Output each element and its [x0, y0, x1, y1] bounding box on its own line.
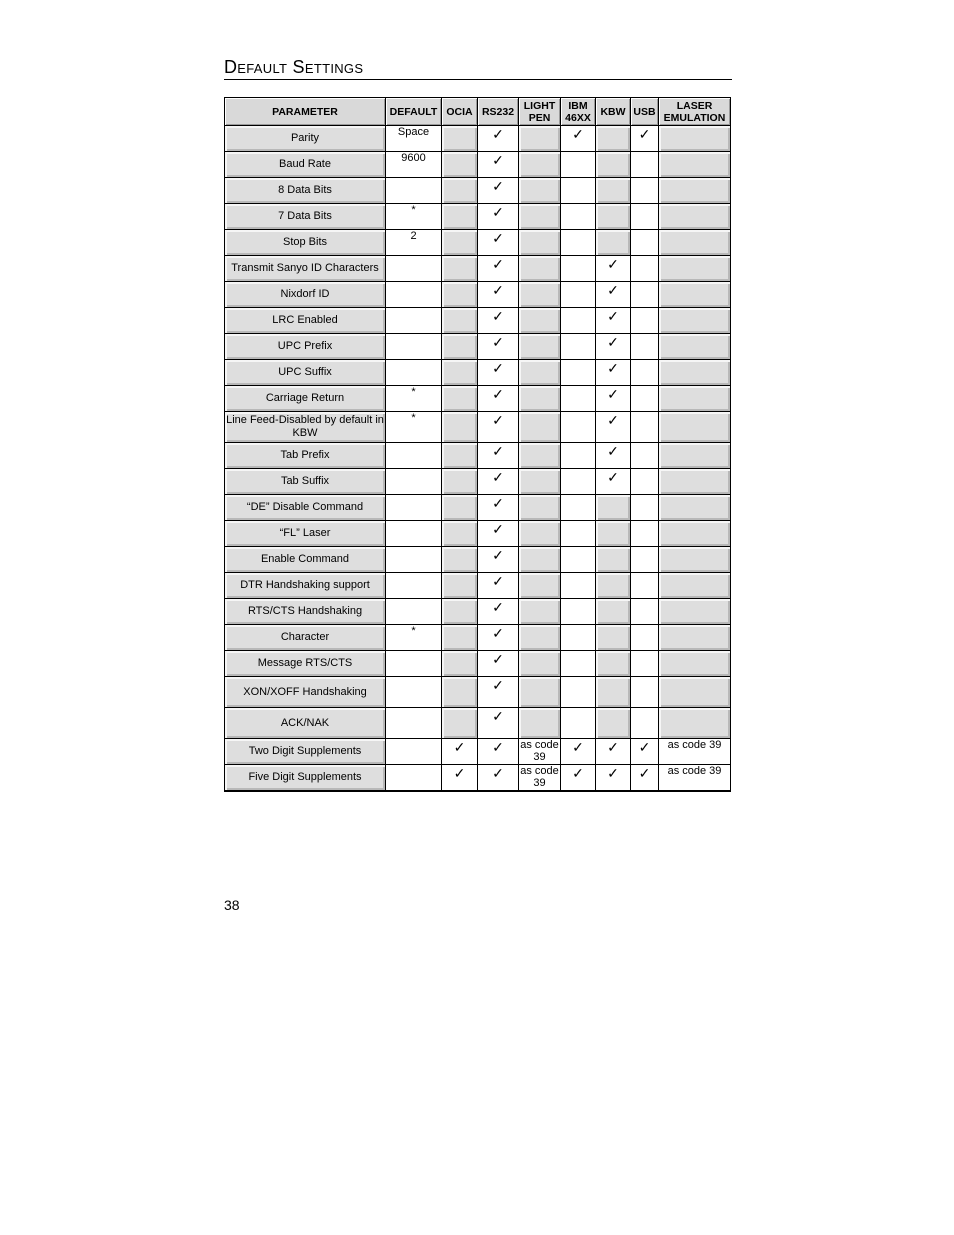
value-cell: [631, 360, 659, 386]
table-row: [225, 360, 731, 386]
check-icon: ✓: [478, 677, 519, 708]
default-cell: [386, 521, 442, 547]
check-icon: ✓: [478, 443, 519, 469]
value-cell: [442, 178, 478, 204]
check-icon: ✓: [561, 126, 596, 152]
parameter-cell: Tab Prefix: [225, 443, 386, 469]
value-cell: [631, 204, 659, 230]
value-cell: [561, 152, 596, 178]
value-cell: [442, 152, 478, 178]
table-header-row: [225, 98, 731, 126]
value-cell: [442, 708, 478, 739]
value-cell: as code 39: [659, 739, 731, 765]
check-icon: ✓: [596, 469, 631, 495]
table-row: [225, 334, 731, 360]
value-cell: as code 39: [520, 739, 559, 763]
value-cell: [596, 521, 631, 547]
value-cell: [519, 708, 561, 739]
value-cell: [561, 599, 596, 625]
value-cell: [442, 469, 478, 495]
parameter-cell: Enable Command: [225, 547, 386, 573]
check-icon: ✓: [478, 739, 519, 765]
value-cell: [659, 256, 731, 282]
default-cell: [386, 599, 442, 625]
value-cell: [659, 308, 731, 334]
value-cell: [596, 573, 631, 599]
check-icon: ✓: [596, 739, 631, 765]
check-icon: ✓: [478, 547, 519, 573]
value-cell: [561, 334, 596, 360]
value-cell: [631, 443, 659, 469]
value-cell: [561, 308, 596, 334]
parameter-cell: Transmit Sanyo ID Characters: [225, 256, 386, 282]
table-row: [225, 386, 731, 412]
check-icon: ✓: [478, 495, 519, 521]
value-cell: [442, 412, 478, 443]
value-cell: [561, 256, 596, 282]
check-icon: ✓: [596, 256, 631, 282]
value-cell: [596, 547, 631, 573]
parameter-cell: Line Feed-Disabled by default in KBW: [225, 412, 386, 443]
table-row: [225, 651, 731, 677]
value-cell: [659, 599, 731, 625]
value-cell: [596, 495, 631, 521]
page-title: Default Settings: [224, 56, 732, 80]
value-cell: [519, 230, 561, 256]
value-cell: [659, 521, 731, 547]
value-cell: [519, 256, 561, 282]
value-cell: [519, 126, 561, 152]
value-cell: [561, 282, 596, 308]
value-cell: [442, 495, 478, 521]
check-icon: ✓: [478, 152, 519, 178]
table-row: [225, 708, 731, 739]
column-header: USB: [631, 98, 659, 126]
value-cell: [631, 178, 659, 204]
parameter-cell: Stop Bits: [225, 230, 386, 256]
table-row: [225, 230, 731, 256]
default-cell: [386, 308, 442, 334]
table-row: [225, 599, 731, 625]
parameter-cell: LRC Enabled: [225, 308, 386, 334]
default-cell: [386, 256, 442, 282]
parameter-cell: Two Digit Supplements: [225, 739, 386, 765]
value-cell: [659, 547, 731, 573]
value-cell: [519, 334, 561, 360]
value-cell: [442, 547, 478, 573]
parameter-cell: UPC Suffix: [225, 360, 386, 386]
value-cell: [596, 708, 631, 739]
parameter-cell: Parity: [225, 126, 386, 152]
value-cell: [561, 708, 596, 739]
value-cell: [519, 360, 561, 386]
default-cell: *: [386, 204, 442, 230]
parameter-cell: Carriage Return: [225, 386, 386, 412]
check-icon: ✓: [478, 386, 519, 412]
value-cell: [519, 412, 561, 443]
column-header: LASER EMULATION: [659, 98, 731, 126]
default-cell: [386, 547, 442, 573]
table-row: [225, 521, 731, 547]
value-cell: [442, 126, 478, 152]
parameter-cell: 7 Data Bits: [225, 204, 386, 230]
value-cell: [561, 521, 596, 547]
table-row: [225, 739, 731, 765]
check-icon: ✓: [478, 412, 519, 443]
check-icon: ✓: [631, 126, 659, 152]
default-cell: [386, 677, 442, 708]
parameter-cell: ACK/NAK: [225, 708, 386, 739]
check-icon: ✓: [478, 282, 519, 308]
default-cell: [386, 708, 442, 739]
table-row: [225, 412, 731, 443]
value-cell: [442, 599, 478, 625]
column-header: RS232: [478, 98, 519, 126]
table-body: [225, 126, 731, 792]
check-icon: ✓: [478, 360, 519, 386]
value-cell: [631, 599, 659, 625]
table-row: [225, 469, 731, 495]
parameter-cell: Tab Suffix: [225, 469, 386, 495]
check-icon: ✓: [596, 386, 631, 412]
value-cell: as code 39: [520, 765, 559, 789]
default-cell: *: [386, 386, 442, 412]
check-icon: ✓: [631, 765, 659, 792]
table-row: [225, 178, 731, 204]
value-cell: [519, 547, 561, 573]
check-icon: ✓: [478, 178, 519, 204]
value-cell: [631, 547, 659, 573]
default-cell: *: [386, 412, 442, 443]
value-cell: [561, 469, 596, 495]
value-cell: [596, 178, 631, 204]
table-row: [225, 765, 731, 792]
value-cell: [596, 230, 631, 256]
check-icon: ✓: [478, 765, 519, 792]
check-icon: ✓: [561, 739, 596, 765]
value-cell: [442, 282, 478, 308]
value-cell: [519, 152, 561, 178]
value-cell: [596, 599, 631, 625]
value-cell: [659, 443, 731, 469]
default-cell: [386, 282, 442, 308]
value-cell: [631, 651, 659, 677]
value-cell: [519, 625, 561, 651]
parameter-cell: DTR Handshaking support: [225, 573, 386, 599]
check-icon: ✓: [596, 360, 631, 386]
table-row: [225, 152, 731, 178]
column-header: DEFAULT: [386, 98, 442, 126]
value-cell: [561, 625, 596, 651]
page-number: 38: [224, 897, 240, 913]
check-icon: ✓: [596, 412, 631, 443]
value-cell: [659, 469, 731, 495]
check-icon: ✓: [561, 765, 596, 792]
value-cell: [561, 204, 596, 230]
parameter-cell: “DE” Disable Command: [225, 495, 386, 521]
check-icon: ✓: [596, 308, 631, 334]
table-row: [225, 256, 731, 282]
default-cell: [386, 765, 442, 792]
default-cell: [386, 178, 442, 204]
value-cell: [519, 282, 561, 308]
parameter-cell: Nixdorf ID: [225, 282, 386, 308]
value-cell: [519, 521, 561, 547]
value-cell: [561, 677, 596, 708]
value-cell: [631, 282, 659, 308]
check-icon: ✓: [478, 599, 519, 625]
value-cell: [561, 360, 596, 386]
value-cell: [442, 573, 478, 599]
value-cell: [631, 708, 659, 739]
value-cell: [519, 308, 561, 334]
value-cell: [596, 152, 631, 178]
parameter-cell: Baud Rate: [225, 152, 386, 178]
check-icon: ✓: [478, 308, 519, 334]
value-cell: [631, 308, 659, 334]
value-cell: [442, 256, 478, 282]
default-cell: [386, 443, 442, 469]
default-cell: 2: [386, 230, 442, 256]
value-cell: [519, 677, 561, 708]
check-icon: ✓: [596, 443, 631, 469]
check-icon: ✓: [478, 204, 519, 230]
value-cell: [631, 625, 659, 651]
value-cell: [631, 386, 659, 412]
check-icon: ✓: [478, 256, 519, 282]
value-cell: [519, 386, 561, 412]
check-icon: ✓: [596, 765, 631, 792]
table-row: [225, 573, 731, 599]
value-cell: [631, 573, 659, 599]
value-cell: [631, 152, 659, 178]
value-cell: as code 39: [659, 765, 731, 792]
value-cell: [659, 651, 731, 677]
value-cell: [659, 282, 731, 308]
default-cell: [386, 739, 442, 765]
value-cell: [596, 651, 631, 677]
value-cell: [659, 625, 731, 651]
check-icon: ✓: [596, 334, 631, 360]
parameter-cell: UPC Prefix: [225, 334, 386, 360]
value-cell: [561, 443, 596, 469]
value-cell: [442, 521, 478, 547]
value-cell: [561, 495, 596, 521]
column-header: LIGHT PEN: [519, 98, 561, 126]
table-row: [225, 204, 731, 230]
value-cell: [596, 204, 631, 230]
value-cell: [442, 334, 478, 360]
value-cell: [519, 469, 561, 495]
value-cell: [561, 547, 596, 573]
table-row: [225, 443, 731, 469]
value-cell: [631, 677, 659, 708]
parameter-cell: “FL” Laser: [225, 521, 386, 547]
check-icon: ✓: [478, 230, 519, 256]
value-cell: [596, 677, 631, 708]
column-header: PARAMETER: [225, 98, 386, 126]
column-header: IBM 46XX: [561, 98, 596, 126]
value-cell: [659, 178, 731, 204]
value-cell: [519, 204, 561, 230]
value-cell: [659, 708, 731, 739]
value-cell: [659, 204, 731, 230]
column-header: KBW: [596, 98, 631, 126]
table-row: [225, 677, 731, 708]
value-cell: [519, 495, 561, 521]
parameter-cell: Message RTS/CTS: [225, 651, 386, 677]
value-cell: [631, 334, 659, 360]
default-cell: [386, 469, 442, 495]
value-cell: [631, 256, 659, 282]
value-cell: [659, 230, 731, 256]
value-cell: [442, 230, 478, 256]
value-cell: [659, 412, 731, 443]
value-cell: [561, 230, 596, 256]
value-cell: [596, 625, 631, 651]
value-cell: [442, 625, 478, 651]
value-cell: [631, 469, 659, 495]
check-icon: ✓: [478, 469, 519, 495]
value-cell: [442, 443, 478, 469]
value-cell: [659, 126, 731, 152]
value-cell: [659, 677, 731, 708]
value-cell: [659, 386, 731, 412]
parameter-cell: Character: [225, 625, 386, 651]
table-row: [225, 495, 731, 521]
check-icon: ✓: [631, 739, 659, 765]
value-cell: [596, 126, 631, 152]
default-settings-table: [224, 97, 731, 792]
parameter-cell: XON/XOFF Handshaking: [225, 677, 386, 708]
check-icon: ✓: [478, 573, 519, 599]
value-cell: [442, 386, 478, 412]
value-cell: [631, 412, 659, 443]
value-cell: [659, 334, 731, 360]
default-cell: [386, 495, 442, 521]
default-cell: [386, 360, 442, 386]
check-icon: ✓: [478, 708, 519, 739]
check-icon: ✓: [478, 521, 519, 547]
check-icon: ✓: [478, 625, 519, 651]
parameter-cell: Five Digit Supplements: [225, 765, 386, 792]
value-cell: [659, 152, 731, 178]
default-cell: 9600: [386, 152, 442, 178]
value-cell: [659, 495, 731, 521]
value-cell: [519, 651, 561, 677]
table-row: [225, 547, 731, 573]
table-row: [225, 625, 731, 651]
value-cell: [442, 204, 478, 230]
value-cell: [519, 573, 561, 599]
check-icon: ✓: [442, 739, 478, 765]
value-cell: [519, 443, 561, 469]
value-cell: [519, 178, 561, 204]
value-cell: [561, 573, 596, 599]
column-header: OCIA: [442, 98, 478, 126]
value-cell: [659, 360, 731, 386]
value-cell: [519, 599, 561, 625]
value-cell: [442, 360, 478, 386]
check-icon: ✓: [478, 126, 519, 152]
default-cell: [386, 334, 442, 360]
value-cell: [631, 230, 659, 256]
parameter-cell: RTS/CTS Handshaking: [225, 599, 386, 625]
parameter-cell: 8 Data Bits: [225, 178, 386, 204]
default-cell: Space: [386, 126, 442, 152]
check-icon: ✓: [442, 765, 478, 792]
value-cell: [561, 651, 596, 677]
check-icon: ✓: [478, 334, 519, 360]
value-cell: [659, 573, 731, 599]
value-cell: [442, 651, 478, 677]
value-cell: [631, 495, 659, 521]
value-cell: [561, 386, 596, 412]
value-cell: [442, 677, 478, 708]
table-row: [225, 282, 731, 308]
table-row: [225, 308, 731, 334]
default-cell: [386, 573, 442, 599]
value-cell: [561, 178, 596, 204]
value-cell: [631, 521, 659, 547]
default-cell: *: [386, 625, 442, 651]
value-cell: [442, 308, 478, 334]
value-cell: [561, 412, 596, 443]
table-row: [225, 126, 731, 152]
default-cell: [386, 651, 442, 677]
check-icon: ✓: [478, 651, 519, 677]
check-icon: ✓: [596, 282, 631, 308]
